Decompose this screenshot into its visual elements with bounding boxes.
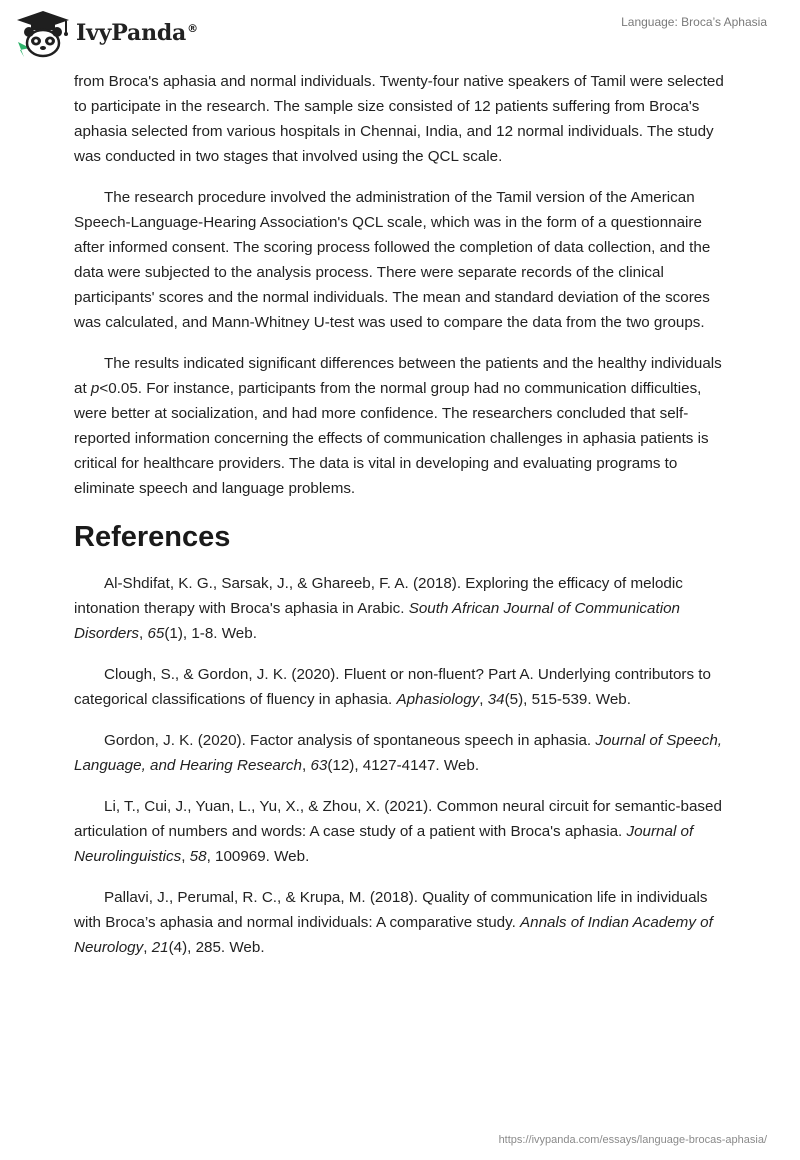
references-heading: References (74, 521, 231, 553)
reference-item: Li, T., Cui, J., Yuan, L., Yu, X., & Zhou, X. (2021). Common neural circuit for semantic-based articulation of numbers and words: A case study of a patient with Broca's aphasia. Journal of Neurolinguistics, 58, 100969. Web. (74, 798, 722, 865)
running-title: Language: Broca’s Aphasia (621, 15, 767, 29)
reference-item: Gordon, J. K. (2020). Factor analysis of spontaneous speech in aphasia. Journal of Speech, Language, and Hearing Research, 63(12), 4127-4147. Web. (74, 732, 723, 774)
results-paragraph: The results indicated significant differences between the patients and the healthy individuals at p<0.05. For instance, participants from the normal group had no communication difficulties, were better at socialization, and had more confidence. The researchers concluded that self-reported information concerning the effects of communication challenges in aphasia patients is critical for healthcare providers. The data is vital in developing and evaluating programs to eliminate speech and language problems. (74, 355, 722, 497)
essay-content (74, 69, 734, 976)
body-paragraph: from Broca's aphasia and normal individuals. Twenty-four native speakers of Tamil were selected to participate in the research. The sample size consisted of 12 patients suffering from Broca's aphasia selected from various hospitals in Chennai, India, and 12 normal individuals. The study was conducted in two stages that involved using the QCL scale. (74, 73, 724, 165)
footer-url[interactable]: https://ivypanda.com/essays/language-brocas-aphasia/ (498, 1134, 767, 1146)
site-logo[interactable] (14, 8, 198, 58)
body-paragraph: The research procedure involved the administration of the Tamil version of the American Speech-Language-Hearing Association's QCL scale, which was in the form of a questionnaire after informed consent. The scoring process followed the completion of data collection, and the data were subjected to the analysis process. There were separate records of the clinical participants' scores and the normal individuals. The mean and standard deviation of the scores was calculated, and Mann-Whitney U-test was used to compare the data from the two groups. (74, 189, 711, 331)
page-header (0, 0, 800, 70)
reference-item: Pallavi, J., Perumal, R. C., & Krupa, M. (2018). Quality of communication life in individuals with Broca’s aphasia and normal individuals: A comparative study. Annals of Indian Academy of Neurology, 21(4), 285. Web. (74, 889, 713, 956)
panda-graduate-icon (14, 8, 72, 58)
logo-wordmark: IvyPanda® (76, 20, 198, 46)
reference-item: Clough, S., & Gordon, J. K. (2020). Fluent or non-fluent? Part A. Underlying contributors to categorical classifications of fluency in aphasia. Aphasiology, 34(5), 515-539. Web. (74, 666, 711, 708)
reference-item: Al-Shdifat, K. G., Sarsak, J., & Ghareeb, F. A. (2018). Exploring the efficacy of melodic intonation therapy with Broca's aphasia in Arabic. South African Journal of Communication Disorders, 65(1), 1-8. Web. (74, 575, 683, 642)
